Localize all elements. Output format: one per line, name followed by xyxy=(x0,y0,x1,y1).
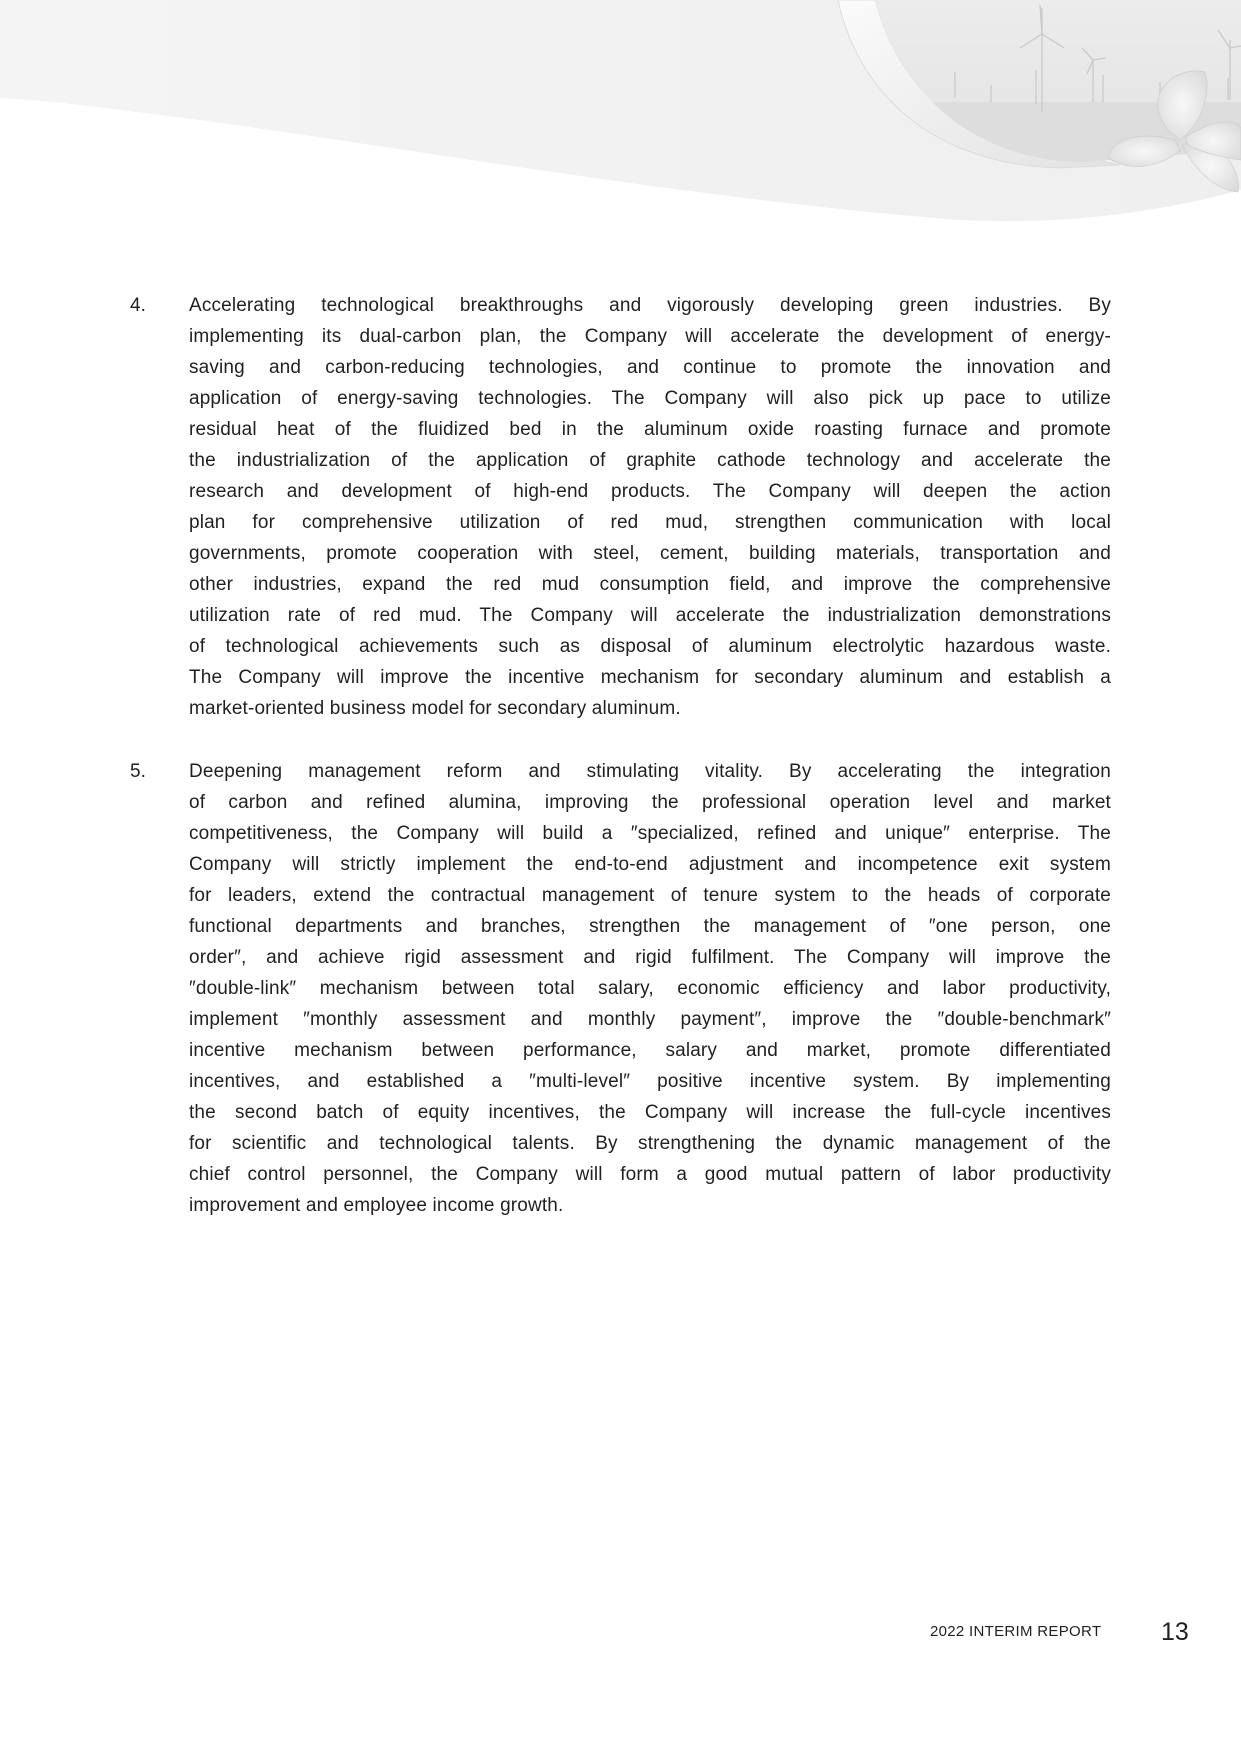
text-line: governments, promote cooperation with steel, cement, building materials, transportation and xyxy=(189,543,1111,564)
text-line: chief control personnel, the Company will form a good mutual pattern of labor productivity xyxy=(189,1164,1111,1185)
text-line: research and development of high-end products. The Company will deepen the action xyxy=(189,481,1111,502)
text-line: plan for comprehensive utilization of red mud, strengthen communication with local xyxy=(189,512,1111,533)
text-line: of carbon and refined alumina, improving the professional operation level and market xyxy=(189,792,1111,813)
text-line: Company will strictly implement the end-to-end adjustment and incompetence exit system xyxy=(189,854,1111,875)
text-line: ″double-link″ mechanism between total salary, economic efficiency and labor productivity, xyxy=(189,978,1111,999)
text-line: residual heat of the fluidized bed in the aluminum oxide roasting furnace and promote xyxy=(189,419,1111,440)
text-line: other industries, expand the red mud consumption field, and improve the comprehensive xyxy=(189,574,1111,595)
header-decoration-image xyxy=(0,0,1241,230)
page-number: 13 xyxy=(1161,1618,1189,1646)
text-line: for scientific and technological talents. By strengthening the dynamic management of the xyxy=(189,1133,1111,1154)
list-item-number: 5. xyxy=(130,761,146,782)
text-line: The Company will improve the incentive mechanism for secondary aluminum and establish a xyxy=(189,667,1111,688)
text-line: incentive mechanism between performance, salary and market, promote differentiated xyxy=(189,1040,1111,1061)
text-line: application of energy-saving technologies. The Company will also pick up pace to utilize xyxy=(189,388,1111,409)
text-line: implementing its dual-carbon plan, the Company will accelerate the development of energy- xyxy=(189,326,1111,347)
text-line: for leaders, extend the contractual management of tenure system to the heads of corporate xyxy=(189,885,1111,906)
list-item-text xyxy=(189,290,1111,724)
text-line: order″, and achieve rigid assessment and rigid fulfilment. The Company will improve the xyxy=(189,947,1111,968)
text-line: competitiveness, the Company will build a ″specialized, refined and unique″ enterprise. The xyxy=(189,823,1111,844)
report-title: 2022 INTERIM REPORT xyxy=(930,1623,1102,1640)
list-item-text xyxy=(189,756,1111,1221)
text-line: Accelerating technological breakthroughs and vigorously developing green industries. By xyxy=(189,295,1111,316)
text-line: saving and carbon-reducing technologies, and continue to promote the innovation and xyxy=(189,357,1111,378)
list-item-number: 4. xyxy=(130,295,146,316)
text-line: incentives, and established a ″multi-level″ positive incentive system. By implementing xyxy=(189,1071,1111,1092)
text-line: the second batch of equity incentives, the Company will increase the full-cycle incentives xyxy=(189,1102,1111,1123)
text-line: of technological achievements such as disposal of aluminum electrolytic hazardous waste. xyxy=(189,636,1111,657)
text-line: Deepening management reform and stimulating vitality. By accelerating the integration xyxy=(189,761,1111,782)
text-line: market-oriented business model for secondary aluminum. xyxy=(189,698,681,719)
text-line: utilization rate of red mud. The Company will accelerate the industrialization demonstrations xyxy=(189,605,1111,626)
text-line: functional departments and branches, strengthen the management of ″one person, one xyxy=(189,916,1111,937)
text-line: the industrialization of the application of graphite cathode technology and accelerate the xyxy=(189,450,1111,471)
text-line: implement ″monthly assessment and monthly payment″, improve the ″double-benchmark″ xyxy=(189,1009,1111,1030)
text-line: improvement and employee income growth. xyxy=(189,1195,564,1216)
